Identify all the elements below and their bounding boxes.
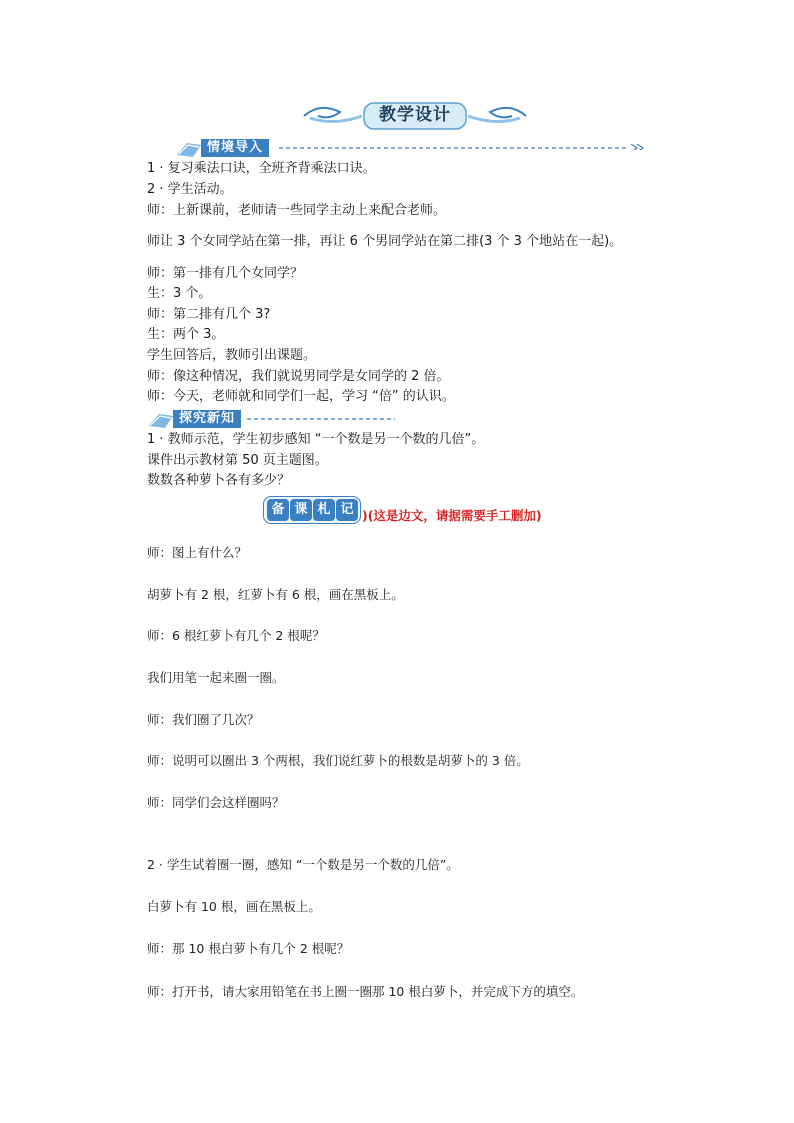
text-line: 师：像这种情况，我们就说男同学是女同学的 2 倍。 <box>147 369 450 384</box>
notes-char: 备 <box>267 499 289 521</box>
section-title: 探究新知 <box>173 410 241 428</box>
text-line: 师：那 10 根白萝卜有几个 2 根呢？ <box>147 941 350 956</box>
text-line: 课件出示教材第 50 页主题图。 <box>147 453 328 468</box>
book-icon <box>147 408 175 430</box>
text-line: 师：6 根红萝卜有几个 2 根呢？ <box>147 628 325 643</box>
text-line: 生：3 个。 <box>147 286 212 301</box>
page-title: 教学设计 <box>379 105 451 125</box>
section-title: 情境导入 <box>201 139 269 157</box>
title-banner <box>300 100 530 132</box>
text-line: 白萝卜有 10 根，画在黑板上。 <box>147 899 321 914</box>
text-line: 2 · 学生活动。 <box>147 182 233 197</box>
text-line: 师：说明可以圈出 3 个两根，我们说红萝卜的根数是胡萝卜的 3 倍。 <box>147 753 529 768</box>
text-line: 1 · 教师示范，学生初步感知 “一个数是另一个数的几倍”。 <box>147 432 485 447</box>
text-line: 2 · 学生试着圈一圈，感知 “一个数是另一个数的几倍”。 <box>147 857 459 872</box>
text-line: 师：同学们会这样圈吗？ <box>147 795 285 810</box>
dashed-line <box>247 415 397 421</box>
text-line: 我们用笔一起来圈一圈。 <box>147 670 285 685</box>
notes-char: 课 <box>290 499 312 521</box>
notes-char: 记 <box>336 499 358 521</box>
lesson-notes-badge <box>263 496 363 524</box>
text-line: 师：上新课前，老师请一些同学主动上来配合老师。 <box>147 203 447 218</box>
text-line: 数数各种萝卜各有多少？ <box>147 473 291 488</box>
text-line: 1 · 复习乘法口诀，全班齐背乘法口诀。 <box>147 161 376 176</box>
section-header-intro <box>175 137 645 159</box>
text-line: 胡萝卜有 2 根，红萝卜有 6 根，画在黑板上。 <box>147 587 404 602</box>
text-line: 学生回答后，教师引出课题。 <box>147 348 317 363</box>
notes-remark: )(这是边文，请据需要手工删加) <box>362 508 542 523</box>
notes-char: 札 <box>313 499 335 521</box>
text-line: 师：我们圈了几次？ <box>147 712 260 727</box>
text-line: 生：两个 3。 <box>147 327 225 342</box>
text-line: 师：第一排有几个女同学？ <box>147 266 304 281</box>
book-icon <box>175 137 203 159</box>
text-line: 师：打开书，请大家用铅笔在书上圈一圈那 10 根白萝卜，并完成下方的填空。 <box>147 984 584 999</box>
text-line: 师让 3 个女同学站在第一排，再让 6 个男同学站在第二排(3 个 3 个地站在一起)。 <box>147 234 623 249</box>
dashed-arrow-line <box>279 144 645 150</box>
text-line: 师：图上有什么？ <box>147 545 248 560</box>
section-header-explore <box>147 408 407 430</box>
text-line: 师：第二排有几个 3? <box>147 307 271 322</box>
text-line: 师：今天，老师就和同学们一起，学习 “倍” 的认识。 <box>147 389 455 404</box>
